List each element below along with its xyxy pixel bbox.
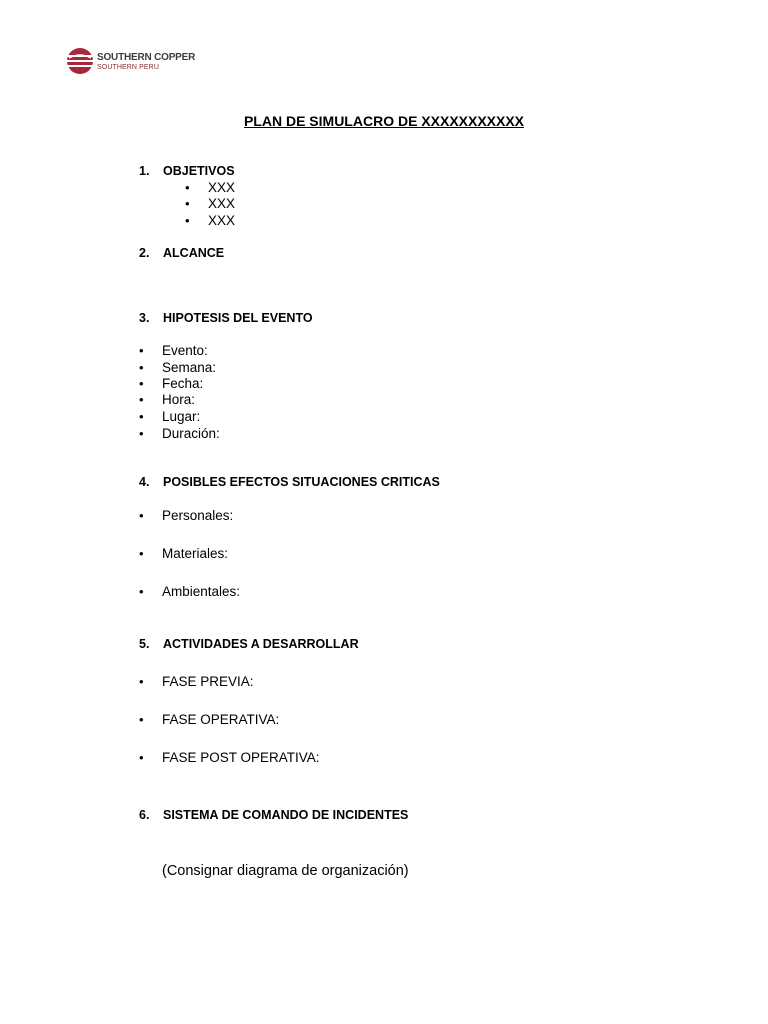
- bullet-icon: •: [139, 392, 144, 407]
- bullet-icon: •: [139, 426, 144, 441]
- list-item: FASE PREVIA:: [162, 674, 254, 689]
- bullet-icon: •: [139, 409, 144, 424]
- section-title: HIPOTESIS DEL EVENTO: [163, 311, 313, 325]
- bullet-icon: •: [139, 674, 144, 689]
- list-item: Ambientales:: [162, 584, 241, 599]
- list-item: Lugar:: [162, 409, 201, 424]
- section-title: OBJETIVOS: [163, 164, 235, 178]
- section-heading-actividades: [139, 637, 359, 651]
- section-title: POSIBLES EFECTOS SITUACIONES CRITICAS: [163, 475, 440, 489]
- section-title: SISTEMA DE COMANDO DE INCIDENTES: [163, 808, 409, 822]
- bullet-icon: •: [185, 213, 190, 228]
- bullet-icon: •: [139, 712, 144, 727]
- bullet-icon: •: [139, 584, 144, 599]
- bullet-icon: •: [139, 546, 144, 561]
- section-number: 5.: [139, 637, 150, 651]
- section-title: ALCANCE: [163, 246, 225, 260]
- section-number: 4.: [139, 475, 150, 489]
- southern-copper-logo-icon: [66, 47, 94, 75]
- section-number: 3.: [139, 311, 150, 325]
- bullet-icon: •: [139, 750, 144, 765]
- bullet-icon: •: [139, 508, 144, 523]
- section-heading-alcance: [139, 246, 224, 260]
- list-item: Evento:: [162, 343, 208, 358]
- list-item: FASE OPERATIVA:: [162, 712, 280, 727]
- logo-subname: SOUTHERN PERU: [97, 64, 159, 71]
- section-number: 6.: [139, 808, 150, 822]
- section-number: 2.: [139, 246, 150, 260]
- list-item: XXX: [208, 196, 236, 211]
- list-item: Fecha:: [162, 376, 204, 391]
- section-note: (Consignar diagrama de organización): [162, 863, 409, 879]
- bullet-icon: •: [139, 343, 144, 358]
- document-title: PLAN DE SIMULACRO DE XXXXXXXXXXX: [243, 113, 525, 129]
- section-heading-sistema-comando: [139, 808, 408, 822]
- bullet-icon: •: [185, 196, 190, 211]
- section-heading-posibles-efectos: [139, 475, 440, 489]
- list-item: XXX: [208, 213, 236, 228]
- section-heading-objetivos: [139, 164, 235, 178]
- list-item: Semana:: [162, 360, 217, 375]
- logo-name: SOUTHERN COPPER: [97, 52, 196, 63]
- bullet-icon: •: [139, 376, 144, 391]
- bullet-icon: •: [185, 180, 190, 195]
- section-title: ACTIVIDADES A DESARROLLAR: [163, 637, 359, 651]
- list-item: FASE POST OPERATIVA:: [162, 750, 320, 765]
- list-item: Personales:: [162, 508, 234, 523]
- bullet-icon: •: [139, 360, 144, 375]
- company-logo: [66, 47, 216, 77]
- list-item: Hora:: [162, 392, 196, 407]
- list-item: Materiales:: [162, 546, 229, 561]
- list-item: XXX: [208, 180, 236, 195]
- list-item: Duración:: [162, 426, 220, 441]
- section-number: 1.: [139, 164, 150, 178]
- section-heading-hipotesis: [139, 311, 313, 325]
